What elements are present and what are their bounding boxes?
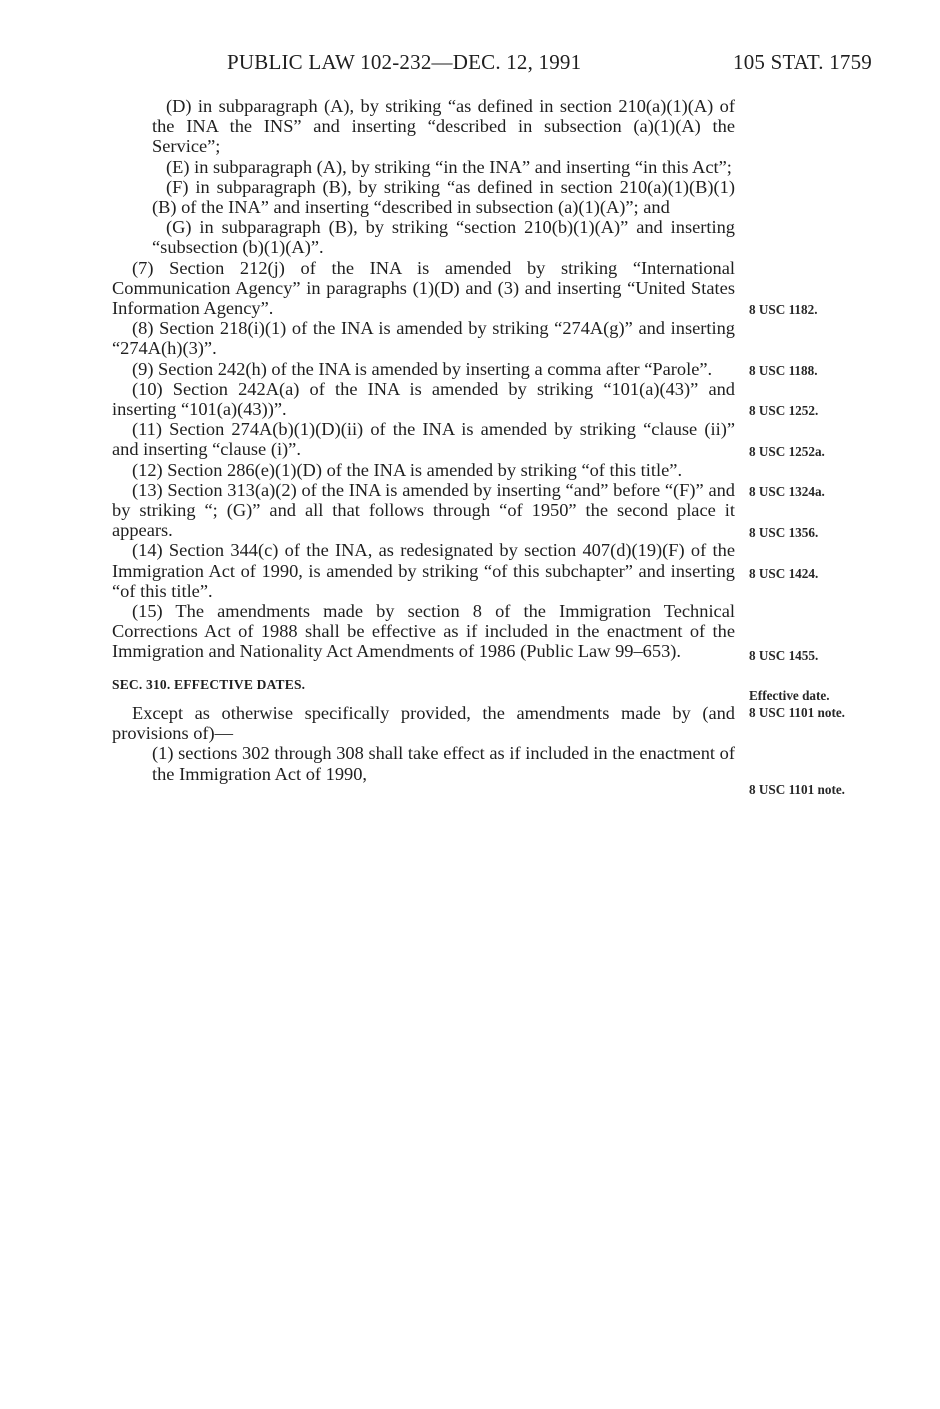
paragraph-11: (11) Section 274A(b)(1)(D)(ii) of the INA is amended by striking “clause (ii)” and inserting “clause (i)”. (112, 419, 735, 460)
paragraph-10: (10) Section 242A(a) of the INA is amended by striking “101(a)(43)” and inserting “101(a)(43))”. (112, 378, 735, 420)
paragraph-12: (12) Section 286(e)(1)(D) of the INA is amended by striking “of this title”. (132, 459, 683, 480)
paragraph-f: (F) in subparagraph (B), by striking “as defined in section 210(a)(1)(B)(1)(B) of the INA” and inserting “described in subsection (a)(1)(A)”; and (152, 176, 735, 218)
body-text (112, 96, 735, 784)
paragraph-e: (E) in subparagraph (A), by striking “in the INA” and inserting “in this Act”; (166, 156, 732, 177)
paragraph-9: (9) Section 242(h) of the INA is amended by inserting a comma after “Parole”. (132, 358, 713, 379)
paragraph-8: (8) Section 218(i)(1) of the INA is amended by striking “274A(g)” and inserting “274A(h)(3)”. (112, 318, 735, 359)
section-item-1: (1) sections 302 through 308 shall take effect as if included in the enactment of the Immigration Act of 1990, (152, 743, 735, 784)
paragraph-d: (D) in subparagraph (A), by striking “as defined in section 210(a)(1)(A) of the INA the INS” and inserting “described in subsection (a)(1)(A) the Service”; (152, 96, 735, 157)
section-heading: SEC. 310. EFFECTIVE DATES. (112, 676, 306, 692)
margin-note-effective-date: Effective date. (749, 688, 830, 703)
paragraph-15: (15) The amendments made by section 8 of the Immigration Technical Corrections Act of 1988 shall be effective as if included in the enactment of the Immigration and Nationality Act Amendments of 1986 (Public Law 99–653). (112, 601, 735, 662)
paragraph-13: (13) Section 313(a)(2) of the INA is amended by inserting “and” before “(F)” and by striking “; (G)” and all that follows through “of 1950” the second place it appears. (112, 479, 735, 541)
margin-note-usc-1252a: 8 USC 1252a. (749, 444, 825, 459)
margin-note-usc-1455: 8 USC 1455. (749, 648, 819, 663)
margin-note-usc-1252: 8 USC 1252. (749, 403, 819, 418)
margin-note-usc-1356: 8 USC 1356. (749, 525, 819, 540)
paragraph-g: (G) in subparagraph (B), by striking “section 210(b)(1)(A)” and inserting “subsection (b)(1)(A)”. (152, 217, 735, 258)
paragraph-7: (7) Section 212(j) of the INA is amended by striking “International Communication Agency” in paragraphs (1)(D) and (3) and inserting “United States Information Agency”. (112, 257, 735, 319)
margin-note-usc-1182: 8 USC 1182. (749, 302, 818, 317)
margin-note-usc-1101-note-a: 8 USC 1101 note. (749, 705, 845, 720)
margin-note-usc-1324a: 8 USC 1324a. (749, 484, 825, 499)
margin-note-usc-1424: 8 USC 1424. (749, 566, 819, 581)
margin-note-usc-1101-note-b: 8 USC 1101 note. (749, 782, 845, 797)
page-header (0, 50, 940, 80)
margin-note-usc-1188: 8 USC 1188. (749, 363, 818, 378)
section-intro: Except as otherwise specifically provided, the amendments made by (and provisions of)— (112, 702, 735, 744)
paragraph-14: (14) Section 344(c) of the INA, as redesignated by section 407(d)(19)(F) of the Immigration Act of 1990, is amended by striking “of this subchapter” and inserting “of this title”. (112, 540, 735, 601)
header-title: PUBLIC LAW 102-232—DEC. 12, 1991 (227, 50, 582, 74)
header-page-number: 105 STAT. 1759 (733, 50, 872, 74)
